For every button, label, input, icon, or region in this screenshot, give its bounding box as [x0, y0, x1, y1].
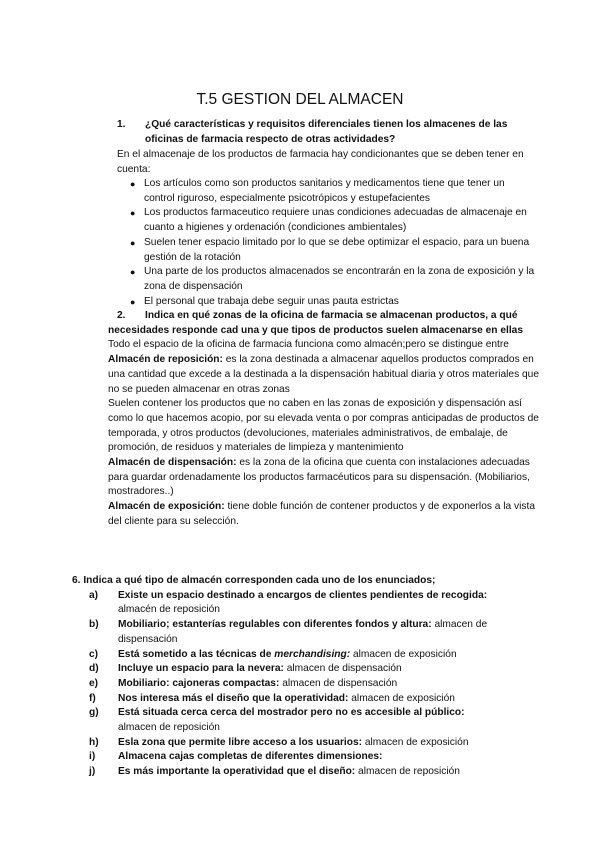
q1-question: ¿Qué características y requisitos diferenciales tienen los almacenes de las oficinas de farmacia respecto de otras actividades? [145, 119, 508, 145]
list-item: ● Los artículos como son productos sanitarios y medicamentos tiene que tener un control riguroso, especialmente psicotrópicos y estupefacientes [130, 178, 505, 204]
bullet-icon: ● [130, 296, 136, 307]
list-item: c) Está sometido a las técnicas de merchandising: almacen de exposición [89, 648, 457, 660]
q2-intro: Todo el espacio de la oficina de farmacia funciona como almacén;pero se distingue entre [108, 339, 509, 351]
q1-number: 1. [117, 119, 126, 130]
q1-bullet-list [117, 177, 537, 309]
q2-dispensacion: Almacén de dispensación: es la zona de la oficina que cuenta con instalaciones adecuadas para guardar ordenadamente los productos farmacéuticos para su dispensación. (Mobiliarios, mostradores..) [108, 457, 530, 498]
list-item: f) Nos interesa más el diseño que la operatividad: almacen de exposición [89, 692, 455, 704]
bullet-icon: ● [130, 179, 136, 189]
q1-block [145, 118, 545, 147]
q2-number: 2. [117, 310, 126, 321]
q2-question: Indica en qué zonas de la oficina de farmacia se almacenan productos, a qué necesidades responde cad una y que tipos de productos suelen almacenarse en ellas [108, 310, 524, 336]
list-item: d) Incluye un espacio para la nevera: almacen de dispensación [89, 663, 402, 675]
list-item: ● Los productos farmaceutico requiere unas condiciones adecuadas de almacenaje en cuanto a higienes y ordenación (condiciones ambientales) [130, 207, 527, 234]
q1-intro-block [117, 148, 537, 177]
q6-question: 6. Indica a qué tipo de almacén corresponden cada uno de los enunciados; [72, 575, 436, 586]
list-item: ● Una parte de los productos almacenados se encontrarán en la zona de exposición y la zona de dispensación [130, 266, 535, 292]
list-item: h) Esla zona que permite libre acceso a los usuarios: almacen de exposición [89, 736, 469, 748]
list-item: b) Mobiliario; estanterías regulables con diferentes fondos y altura: almacen de dispensación [89, 619, 488, 645]
bullet-icon: ● [130, 208, 136, 219]
q2-reposicion-extra: Suelen contener los productos que no caben en las zonas de exposición y dispensación así como lo que hacemos acopio, por su elevada venta o por compras anticipadas de productos de temporada, y otros productos (devoluciones, materiales administrativos, de embalaje, de promoción, de residuos y materiales de limpieza y mantenimiento [108, 398, 539, 454]
q2-exposicion: Almacén de exposición: tiene doble función de contener productos y de exponerlos a la vista del cliente para su selección. [108, 501, 535, 527]
page-title: T.5 GESTION DEL ALMACEN [196, 91, 404, 108]
list-item: j) Es más importante la operatividad que el diseño: almacen de reposición [89, 766, 460, 778]
list-item: i) Almacena cajas completas de diferentes dimensiones: [89, 751, 383, 763]
q2-reposicion: Almacén de reposición: es la zona destinada a almacenar aquellos productos comprados en una cantidad que excede a la destinada a la dispensación habitual diaria y otros materiales que no se pueden almacenar en otras zonas [108, 354, 539, 395]
list-item: g) Está situada cerca cerca del mostrador pero no es accesible al público: almacen de reposición [89, 707, 465, 734]
q1-intro: En el almacenaje de los productos de farmacia hay condicionantes que se deben tener en cuenta: [117, 149, 524, 175]
bullet-icon: ● [130, 267, 136, 278]
list-item: a) Existe un espacio destinado a encargos de clientes pendientes de recogida: almacén de reposición [89, 589, 488, 616]
bullet-icon: ● [130, 237, 136, 248]
q6-block [72, 574, 542, 780]
list-item: e) Mobiliario: cajoneras compactas: almacen de dispensación [89, 677, 398, 689]
list-item: ● Suelen tener espacio limitado por lo que se debe optimizar el espacio, para un buena gestión de la rotación [130, 236, 530, 263]
list-item: ● El personal que trabaja debe seguir unas pauta estrictas [117, 295, 537, 310]
q2-block [108, 309, 540, 530]
